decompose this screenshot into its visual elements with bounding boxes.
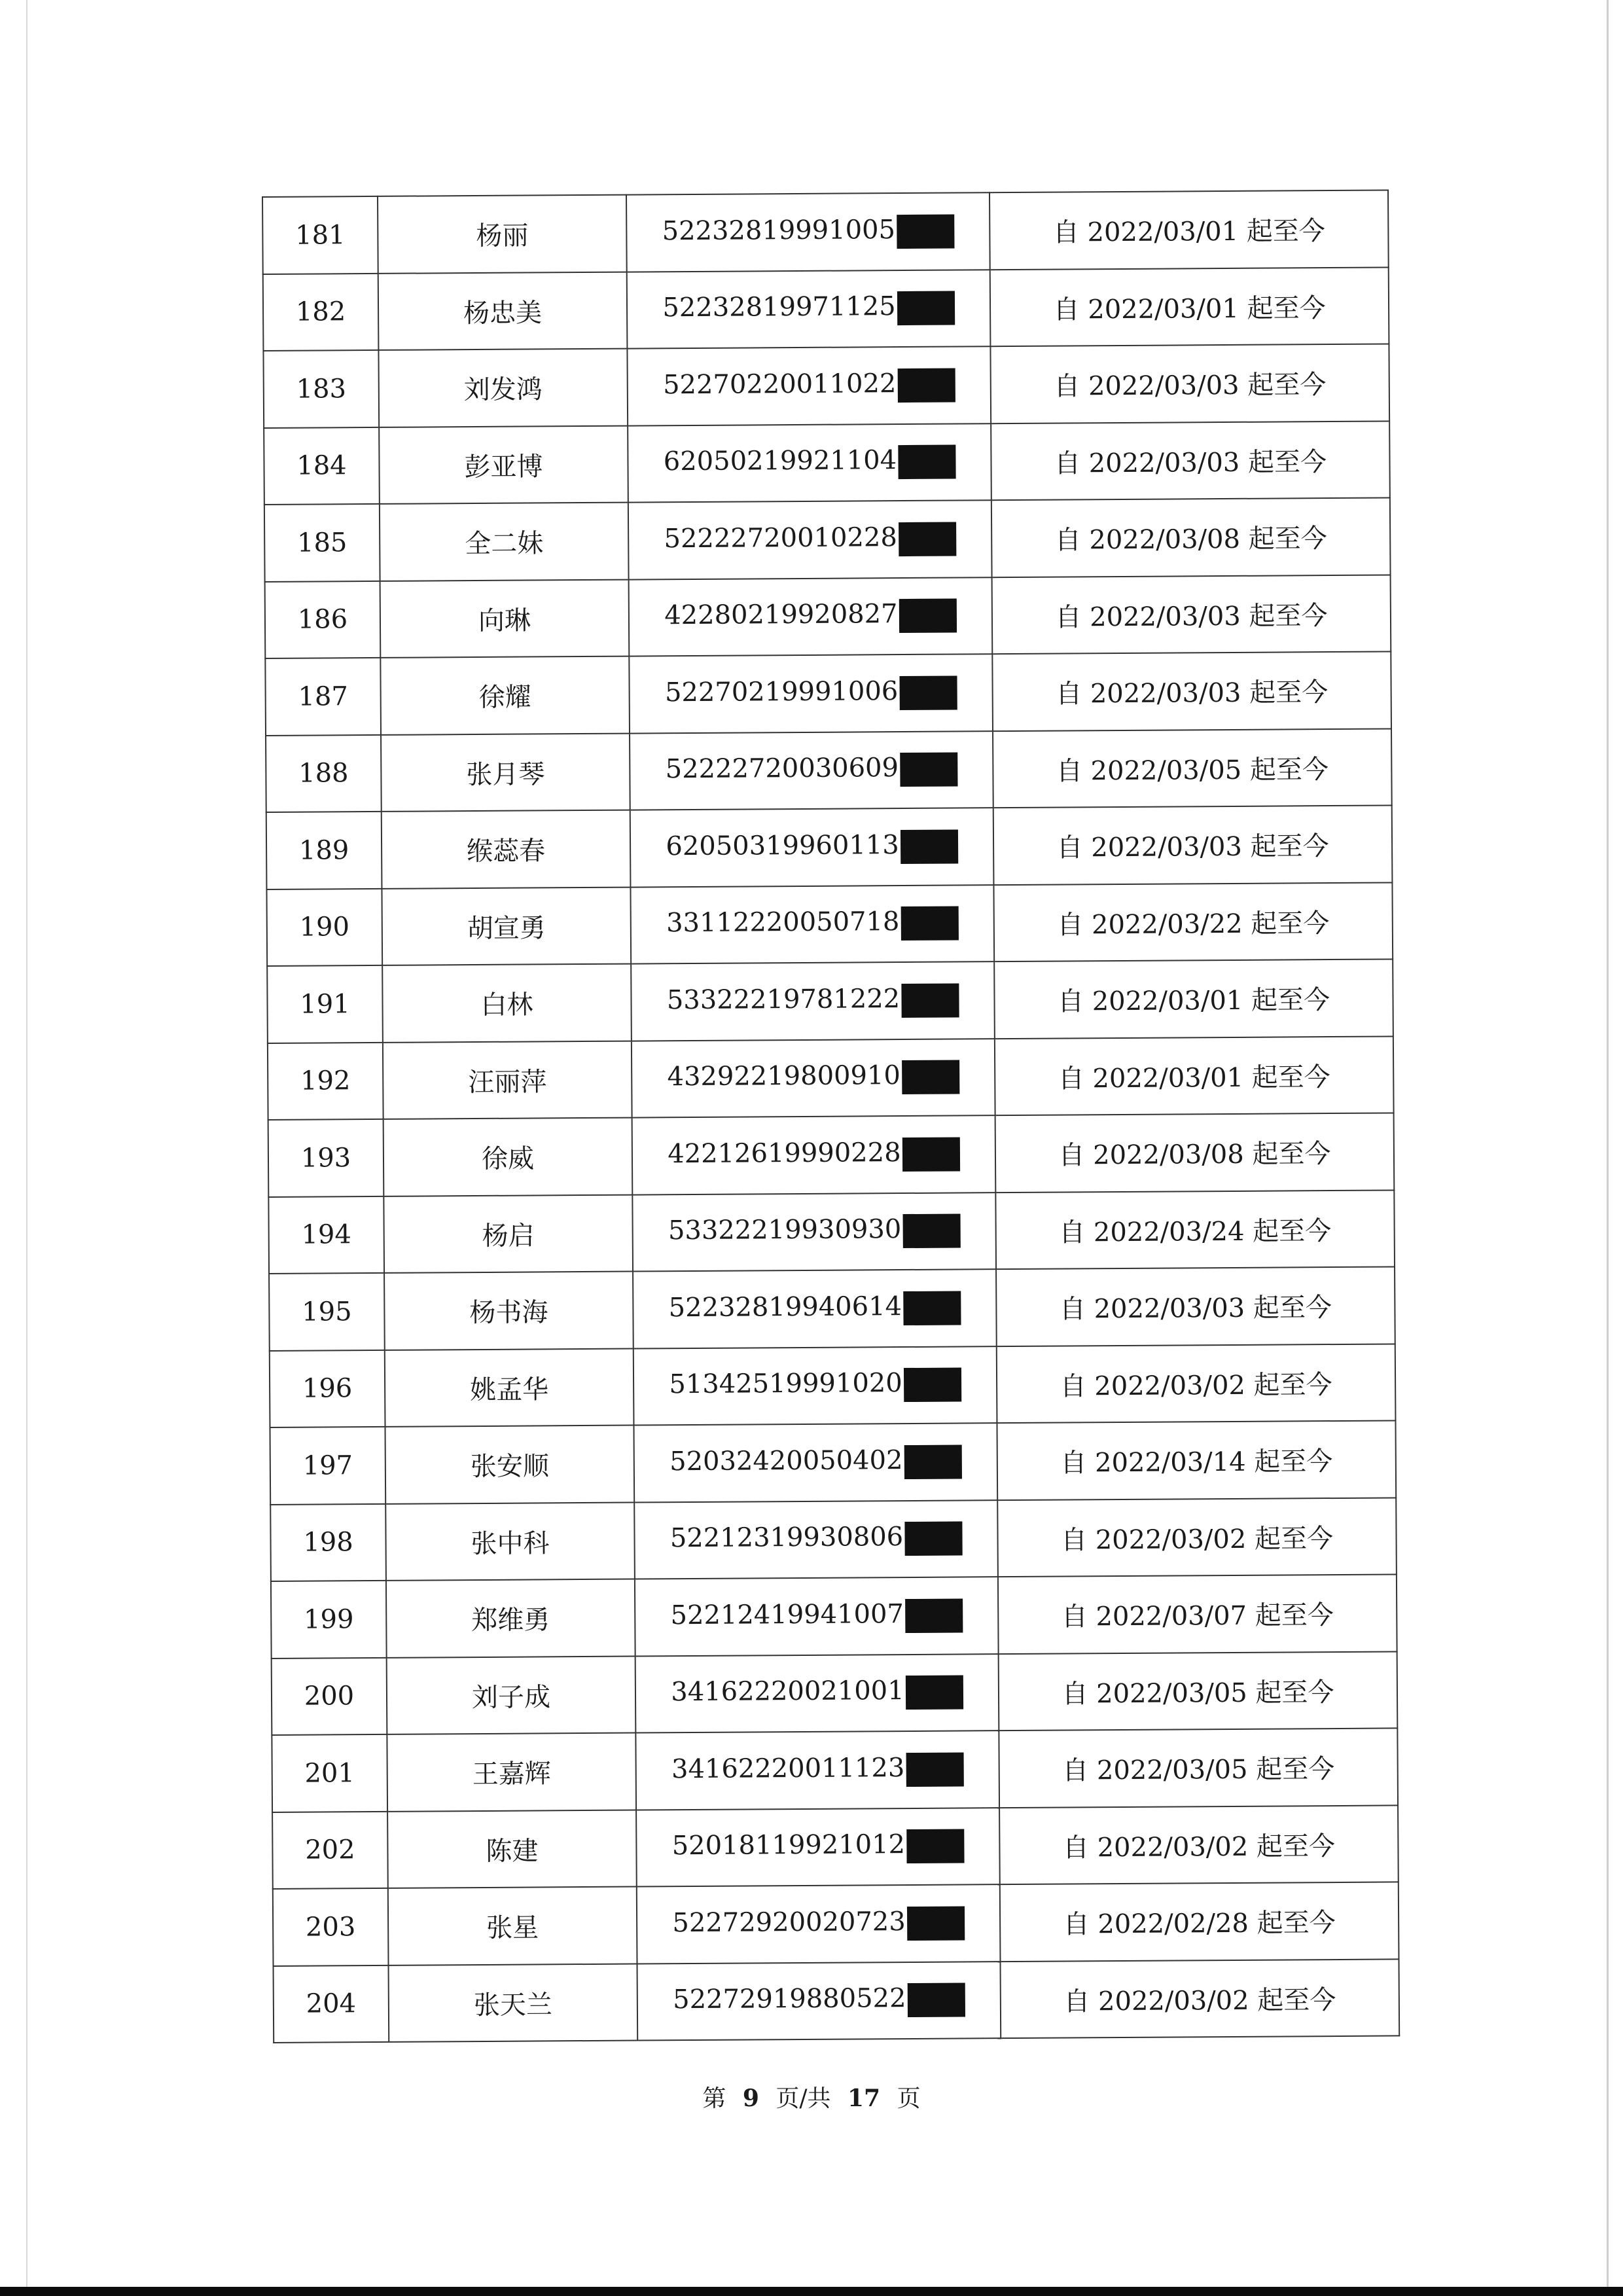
redaction-block xyxy=(901,906,958,941)
id-number: 52212419941007 xyxy=(670,1598,904,1630)
person-name: 姚孟华 xyxy=(385,1348,634,1427)
table-row xyxy=(263,344,1389,427)
person-name: 刘发鸿 xyxy=(378,349,628,427)
table-row xyxy=(274,1959,1400,2043)
id-number: 52272920020723 xyxy=(672,1906,906,1938)
person-name: 彭亚博 xyxy=(379,425,628,504)
row-number: 187 xyxy=(265,658,381,736)
person-name: 胡宣勇 xyxy=(382,887,631,965)
id-number-cell xyxy=(629,577,993,656)
id-number: 53322219930930 xyxy=(668,1214,902,1246)
person-name: 汪丽萍 xyxy=(383,1041,632,1119)
person-name: 杨启 xyxy=(383,1194,633,1273)
employment-period: 自 2022/02/28 起至今 xyxy=(1000,1882,1399,1961)
employment-period: 自 2022/03/05 起至今 xyxy=(993,728,1392,808)
person-name: 杨丽 xyxy=(378,195,627,274)
employment-period: 自 2022/03/03 起至今 xyxy=(990,344,1389,423)
id-number: 52222720030609 xyxy=(665,753,899,785)
redaction-block xyxy=(897,214,954,249)
table-row xyxy=(270,1344,1396,1427)
id-number-cell xyxy=(633,1346,997,1426)
redaction-block xyxy=(901,829,958,864)
employment-period: 自 2022/03/01 起至今 xyxy=(990,190,1389,269)
person-name: 张月琴 xyxy=(381,733,630,812)
id-number-cell xyxy=(628,500,992,579)
id-number: 42212619990228 xyxy=(668,1137,901,1169)
id-number-cell xyxy=(633,1423,997,1502)
row-number: 196 xyxy=(270,1350,385,1427)
id-number: 42280219920827 xyxy=(664,599,898,631)
table-row xyxy=(267,959,1393,1043)
person-name: 白林 xyxy=(382,964,632,1043)
redaction-block xyxy=(899,675,957,710)
redaction-block xyxy=(899,599,956,634)
row-number: 182 xyxy=(263,273,379,351)
id-number: 33112220050718 xyxy=(666,906,900,939)
id-number-cell xyxy=(626,192,990,272)
redaction-block xyxy=(898,445,955,480)
id-number: 62050219921104 xyxy=(663,445,897,477)
id-number-cell xyxy=(631,961,995,1041)
id-number-cell xyxy=(637,1884,1001,1964)
person-name: 徐威 xyxy=(383,1118,633,1196)
person-name: 全二妹 xyxy=(380,503,629,581)
person-name: 张安顺 xyxy=(385,1426,634,1504)
employment-period: 自 2022/03/14 起至今 xyxy=(997,1420,1396,1499)
id-number-cell xyxy=(633,1269,997,1348)
table-row xyxy=(264,497,1391,581)
roster-table xyxy=(262,189,1400,2043)
row-number: 201 xyxy=(272,1734,387,1812)
id-number-cell xyxy=(637,1962,1001,2041)
footer-page-number: 9 xyxy=(742,2085,759,2112)
id-number-cell xyxy=(627,346,991,425)
table-row xyxy=(268,1190,1395,1274)
redaction-block xyxy=(906,1829,964,1864)
redaction-block xyxy=(897,291,955,326)
employment-period: 自 2022/03/03 起至今 xyxy=(996,1266,1395,1346)
redaction-block xyxy=(902,1137,959,1172)
table-row xyxy=(272,1805,1399,1889)
employment-period: 自 2022/03/03 起至今 xyxy=(993,805,1393,884)
redaction-block xyxy=(905,1676,963,1710)
person-name: 向琳 xyxy=(380,579,630,658)
id-number: 52032420050402 xyxy=(669,1444,903,1477)
redaction-block xyxy=(904,1444,961,1479)
row-number: 202 xyxy=(272,1811,388,1889)
id-number-cell xyxy=(632,1039,995,1118)
id-number: 52270220011022 xyxy=(662,368,897,401)
redaction-block xyxy=(904,1522,962,1556)
table-row xyxy=(265,575,1391,658)
id-number-cell xyxy=(630,885,994,964)
row-number: 190 xyxy=(266,888,382,966)
redaction-block xyxy=(897,368,955,403)
redaction-block xyxy=(904,1368,961,1403)
id-number: 52270219991006 xyxy=(664,675,899,708)
id-number-cell xyxy=(632,1193,996,1272)
redaction-block xyxy=(900,753,957,787)
person-name: 刘子成 xyxy=(387,1656,636,1734)
page-footer xyxy=(0,2080,1623,2113)
table-row xyxy=(263,267,1389,351)
table-row xyxy=(269,1266,1395,1350)
row-number: 183 xyxy=(263,350,379,428)
table-row xyxy=(270,1420,1396,1504)
table-row xyxy=(266,728,1392,812)
employment-period: 自 2022/03/02 起至今 xyxy=(997,1498,1397,1577)
person-name: 杨忠美 xyxy=(378,272,628,350)
row-number: 189 xyxy=(266,812,382,889)
table-row xyxy=(266,882,1393,966)
table-row xyxy=(272,1728,1398,1812)
employment-period: 自 2022/03/01 起至今 xyxy=(995,1036,1394,1115)
redaction-block xyxy=(905,1598,963,1633)
footer-middle: 页/共 xyxy=(776,2085,831,2112)
person-name: 陈建 xyxy=(387,1810,637,1888)
employment-period: 自 2022/03/03 起至今 xyxy=(991,421,1390,500)
id-number: 52018119921012 xyxy=(671,1829,906,1861)
employment-period: 自 2022/03/02 起至今 xyxy=(997,1344,1396,1423)
employment-period: 自 2022/03/03 起至今 xyxy=(992,651,1391,730)
roster-body xyxy=(262,190,1399,2042)
person-name: 杨书海 xyxy=(384,1272,633,1350)
id-number: 52232819940614 xyxy=(668,1291,902,1323)
employment-period: 自 2022/03/22 起至今 xyxy=(993,882,1393,961)
row-number: 197 xyxy=(270,1427,385,1505)
redaction-block xyxy=(903,1291,961,1325)
id-number: 52232819971125 xyxy=(662,291,896,323)
person-name: 张星 xyxy=(388,1887,637,1965)
id-number: 53322219781222 xyxy=(666,983,901,1015)
redaction-block xyxy=(907,1983,965,2018)
row-number: 192 xyxy=(268,1042,383,1120)
id-number: 62050319960113 xyxy=(666,829,899,861)
row-number: 191 xyxy=(267,965,383,1043)
employment-period: 自 2022/03/02 起至今 xyxy=(999,1805,1399,1884)
table-row xyxy=(268,1036,1394,1120)
redaction-block xyxy=(906,1752,963,1787)
row-number: 185 xyxy=(264,504,380,582)
id-number-cell xyxy=(635,1731,999,1810)
id-number-cell xyxy=(635,1654,999,1733)
table-row xyxy=(262,190,1389,274)
row-number: 203 xyxy=(273,1888,389,1966)
employment-period: 自 2022/03/24 起至今 xyxy=(995,1190,1395,1269)
redaction-block xyxy=(899,522,956,556)
id-number-cell xyxy=(634,1500,998,1579)
row-number: 181 xyxy=(262,196,378,274)
table-row xyxy=(271,1574,1397,1658)
id-number-cell xyxy=(627,270,991,349)
employment-period: 自 2022/03/03 起至今 xyxy=(992,575,1391,654)
scan-edge-right xyxy=(1607,0,1609,2296)
id-number-cell xyxy=(636,1808,1000,1887)
id-number: 43292219800910 xyxy=(667,1060,901,1092)
employment-period: 自 2022/03/05 起至今 xyxy=(999,1651,1398,1731)
employment-period: 自 2022/03/01 起至今 xyxy=(990,267,1389,346)
person-name: 郑维勇 xyxy=(386,1579,635,1658)
scan-edge-left xyxy=(26,0,27,2296)
redaction-block xyxy=(901,983,959,1018)
footer-prefix: 第 xyxy=(702,2085,726,2112)
id-number: 52212319930806 xyxy=(669,1522,904,1554)
id-number: 52232819991005 xyxy=(662,214,896,247)
id-number-cell xyxy=(630,731,993,810)
id-number: 51342519991020 xyxy=(669,1368,902,1400)
row-number: 193 xyxy=(268,1119,384,1197)
employment-period: 自 2022/03/05 起至今 xyxy=(999,1728,1398,1807)
redaction-block xyxy=(902,1214,960,1249)
person-name: 张天兰 xyxy=(389,1964,638,2042)
row-number: 198 xyxy=(270,1503,386,1581)
id-number: 52272919880522 xyxy=(673,1983,906,2015)
table-row xyxy=(265,651,1391,735)
footer-suffix: 页 xyxy=(897,2085,921,2112)
person-name: 徐耀 xyxy=(380,656,630,735)
redaction-block xyxy=(902,1060,959,1095)
row-number: 204 xyxy=(274,1965,389,2043)
row-number: 200 xyxy=(272,1657,387,1735)
row-number: 199 xyxy=(271,1581,387,1659)
employment-period: 自 2022/03/07 起至今 xyxy=(998,1574,1397,1653)
person-name: 王嘉辉 xyxy=(387,1733,636,1812)
employment-period: 自 2022/03/08 起至今 xyxy=(991,497,1391,577)
id-number-cell xyxy=(630,808,994,887)
table-row xyxy=(273,1882,1399,1965)
redaction-block xyxy=(907,1906,965,1941)
id-number: 52222720010228 xyxy=(664,522,897,554)
employment-period: 自 2022/03/02 起至今 xyxy=(1000,1959,1399,2038)
row-number: 184 xyxy=(264,427,380,505)
person-name: 缑蕊春 xyxy=(382,810,631,889)
row-number: 186 xyxy=(265,581,381,658)
footer-total-pages: 17 xyxy=(847,2085,881,2112)
table-row xyxy=(266,805,1393,889)
person-name: 张中科 xyxy=(385,1502,635,1581)
table-row xyxy=(270,1498,1397,1581)
row-number: 195 xyxy=(269,1273,385,1351)
row-number: 188 xyxy=(266,734,382,812)
id-number-cell xyxy=(635,1577,999,1656)
id-number-cell xyxy=(629,654,993,733)
table-row xyxy=(272,1651,1398,1735)
employment-period: 自 2022/03/08 起至今 xyxy=(995,1113,1395,1192)
id-number: 34162220021001 xyxy=(671,1676,904,1708)
employment-period: 自 2022/03/01 起至今 xyxy=(994,959,1393,1038)
scan-edge-bottom xyxy=(0,2287,1623,2296)
id-number-cell xyxy=(632,1115,996,1194)
id-number-cell xyxy=(628,423,991,503)
id-number: 34162220011123 xyxy=(671,1752,905,1784)
row-number: 194 xyxy=(268,1196,384,1274)
table-row xyxy=(268,1113,1395,1196)
table-row xyxy=(264,421,1390,505)
